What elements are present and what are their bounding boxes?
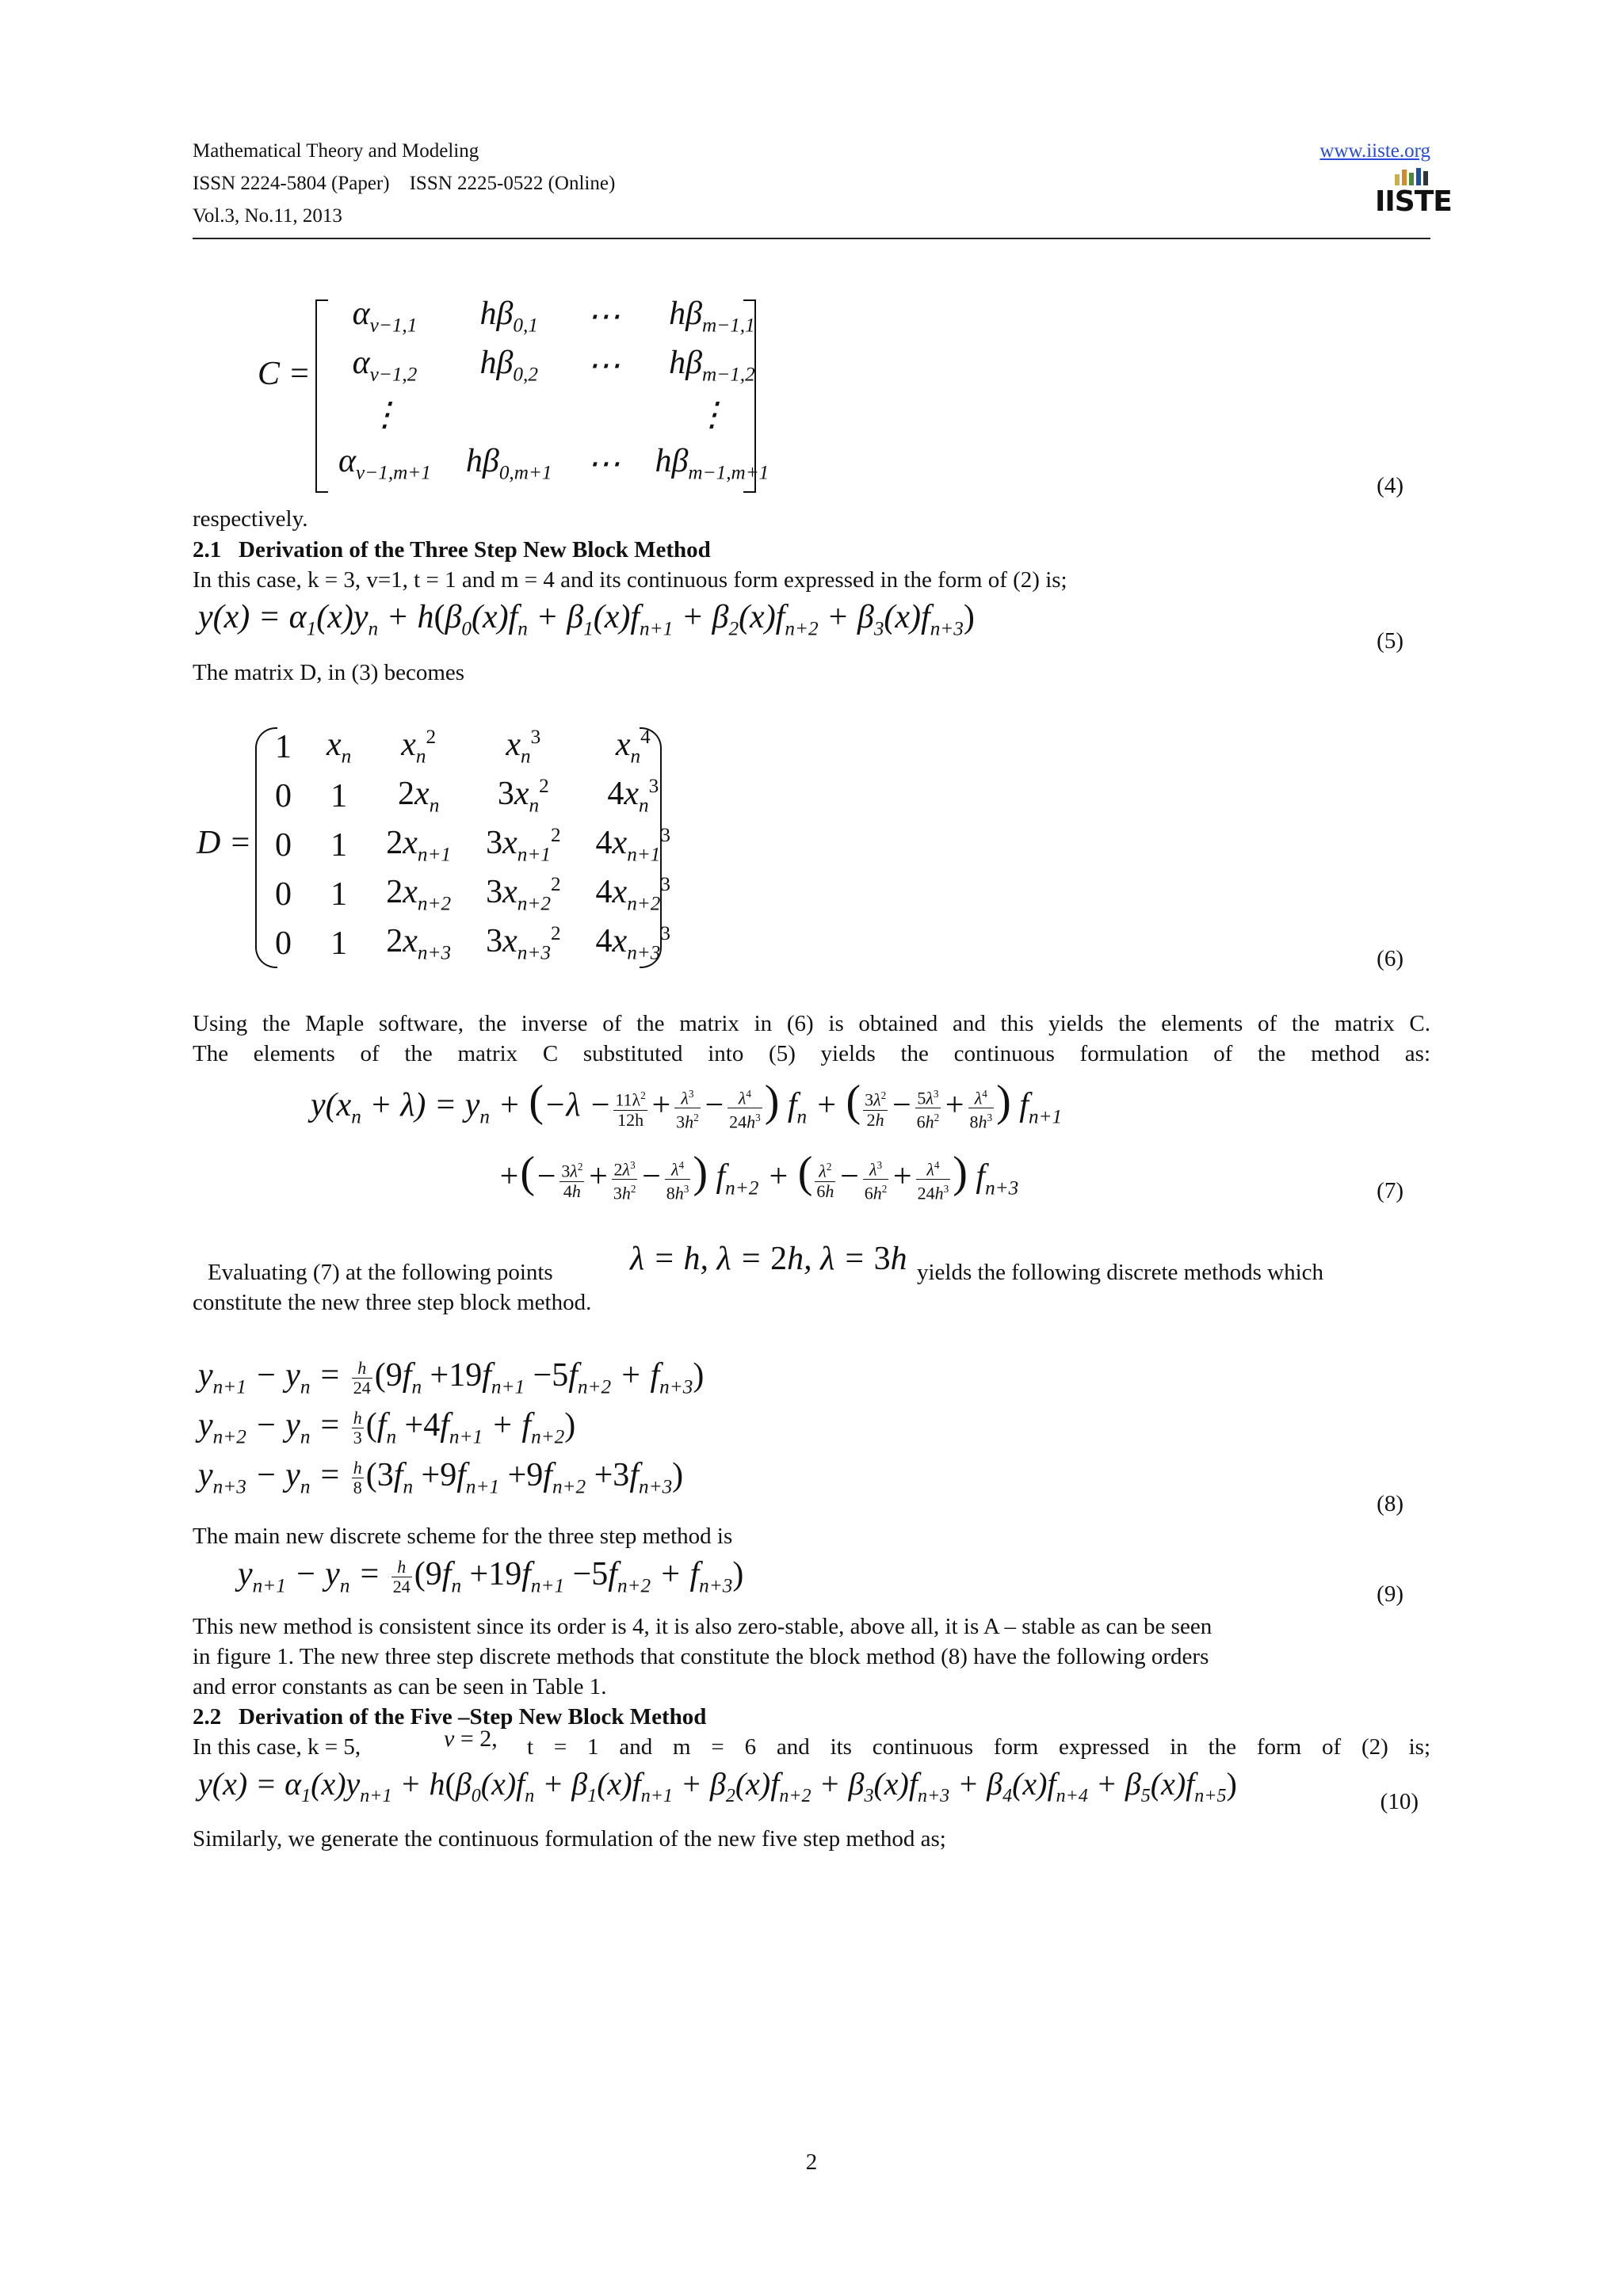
eq-number-4: (4) — [1377, 473, 1403, 498]
section-2-1-heading: 2.1 Derivation of the Three Step New Block Method — [193, 537, 711, 563]
journal-name: Mathematical Theory and Modeling — [193, 140, 479, 162]
similarly-text: Similarly, we generate the continuous formulation of the new five step method as; — [193, 1826, 946, 1852]
equation-9: $y_{n+1} - y_n$ = $\frac{h}{24}$ $(9f_n +19f_{n+1} -5f_{n+2} + f_{n+3})$ — [238, 1556, 744, 1597]
consistency-line1: This new method is consistent since its order is 4, it is also zero-stable, above all, it is A – stable as can be seen — [193, 1614, 1212, 1639]
equation-10: $y(x) = \alpha_1(x)y_{n+1} + h(\beta_0(x)f_n + \beta_1(x)f_{n+1} + \beta_2(x)f_{n+2} + \beta_3(x)f_{n+3} + \beta_4(x)f_{n+4} + \beta_5(x)f_{n+5})$ — [198, 1766, 1237, 1806]
eq-number-5: (5) — [1377, 628, 1403, 654]
logo-bars-icon — [1375, 168, 1430, 185]
equation-8-line2: $y_{n+2} - y_n$ = $\frac{h}{3}$ $(f_n +4f_{n+1} + f_{n+2})$ — [198, 1407, 576, 1448]
maple-paragraph-line2: The elements of the matrix C substituted into (5) yields the continuous formulation of the method as: — [193, 1041, 1430, 1066]
matrix-c-label: C = — [258, 356, 311, 392]
evaluating-text-start: Evaluating (7) at the following points — [208, 1260, 553, 1285]
eq-number-10: (10) — [1380, 1789, 1419, 1814]
issn-line: ISSN 2224-5804 (Paper) ISSN 2225-0522 (Online) — [193, 173, 616, 194]
maple-paragraph-line1: Using the Maple software, the inverse of the matrix in (6) is obtained and this yields the elements of the matrix C. — [193, 1011, 1430, 1036]
evaluation-points: λ = h, λ = 2h, λ = 3h — [630, 1241, 907, 1277]
logo-text: IISTE — [1375, 185, 1452, 218]
main-scheme-text: The main new discrete scheme for the three step method is — [193, 1524, 733, 1549]
volume-line: Vol.3, No.11, 2013 — [193, 205, 342, 227]
iiste-logo — [1375, 168, 1452, 228]
evaluating-text-end: yields the following discrete methods which — [917, 1260, 1324, 1285]
consistency-line3: and error constants as can be seen in Table 1. — [193, 1674, 607, 1699]
eq-number-8: (8) — [1377, 1491, 1403, 1516]
section-2-2-intro-start: In this case, k = 5, — [193, 1734, 361, 1760]
matrix-d-intro: The matrix D, in (3) becomes — [193, 660, 465, 685]
eq-number-7: (7) — [1377, 1178, 1403, 1203]
page-number: 2 — [805, 2149, 818, 2175]
equation-8-line3: $y_{n+3} - y_n$ = $\frac{h}{8}$ $(3f_n +9f_{n+1} +9f_{n+2} +3f_{n+3})$ — [198, 1457, 684, 1498]
website-link[interactable]: www.iiste.org — [1319, 140, 1430, 162]
matrix-d: 1 $x_n$ $x_n^2$ $x_n^3$ $x_n^4$ 0 1 $2x_n$ $3x_n^2$ $4x_n^3$ 0 1 $2x_{n+1}$ $3x_{n+1}^2$ $4x_{n+1}^3$ 0 1 $2x_{n+2}$ $3x_{n+2}^2$ $4x_{n+2}^3$ 0 1 $2x_{n+3}$ $3x_{n+3}^2$ $4x_{n+3}^3$ — [275, 727, 670, 964]
equation-7-line1: $y(x_n + \lambda) = y_n + (-\lambda$ − $\frac{11\lambda^2}{12h}$ + $\frac{\lambda^3}{3h^2}$ − $\frac{\lambda^4}{24h^3}$ ) $f_n$ + ( $\frac{3\lambda^2}{2h}$ − $\frac{5\lambda^3}{6h^2}$ + $\frac{\lambda^4}{8h^3}$ ) $f_{n+1}$ — [311, 1077, 1063, 1132]
eq-number-6: (6) — [1377, 946, 1403, 971]
equation-5: $y(x) = \alpha_1(x)y_n + h(\beta_0(x)f_n + \beta_1(x)f_{n+1} + \beta_2(x)f_{n+2} + \beta_3(x)f_{n+3})$ — [198, 599, 975, 640]
equation-7-line2: +(− $\frac{3\lambda^2}{4h}$ + $\frac{2\lambda^3}{3h^2}$ − $\frac{\lambda^4}{8h^3}$ ) $f_{n+2}$ + ( $\frac{\lambda^2}{6h}$ − $\frac{\lambda^3}{6h^2}$ + $\frac{\lambda^4}{24h^3}$ ) $f_{n+3}$ — [498, 1148, 1019, 1203]
section-2-2-intro-end: t = 1 and m = 6 and its continuous form expressed in the form of (2) is; — [527, 1734, 1430, 1760]
matrix-c: $\alpha_{v-1,1}$ $h\beta_{0,1}$ ⋯ $h\beta_{m-1,1}$ $\alpha_{v-1,2}$ $h\beta_{0,2}$ ⋯ $h\beta_{m-1,2}$ ⋮ ⋮ $\alpha_{v-1,m+1}$ $h\beta_{0,m+1}$ ⋯ $h\beta_{m-1,m+1}$ — [338, 296, 769, 484]
respectively-text: respectively. — [193, 506, 308, 532]
section-2-1-intro: In this case, k = 3, v=1, t = 1 and m = 4 and its continuous form expressed in the form of (2) is; — [193, 567, 1067, 593]
consistency-line2: in figure 1. The new three step discrete methods that constitute the block method (8) have the following orders — [193, 1644, 1209, 1669]
v-equals-2: v = 2, — [444, 1726, 498, 1752]
matrix-d-label: D = — [197, 825, 252, 861]
eq-number-9: (9) — [1377, 1581, 1403, 1607]
equation-8-line1: $y_{n+1} - y_n$ = $\frac{h}{24}$ $(9f_n +19f_{n+1} -5f_{n+2} + f_{n+3})$ — [198, 1357, 705, 1398]
section-2-2-heading: 2.2 Derivation of the Five –Step New Block Method — [193, 1704, 707, 1730]
header-rule — [193, 238, 1430, 239]
evaluating-text-line2: constitute the new three step block method. — [193, 1290, 592, 1315]
